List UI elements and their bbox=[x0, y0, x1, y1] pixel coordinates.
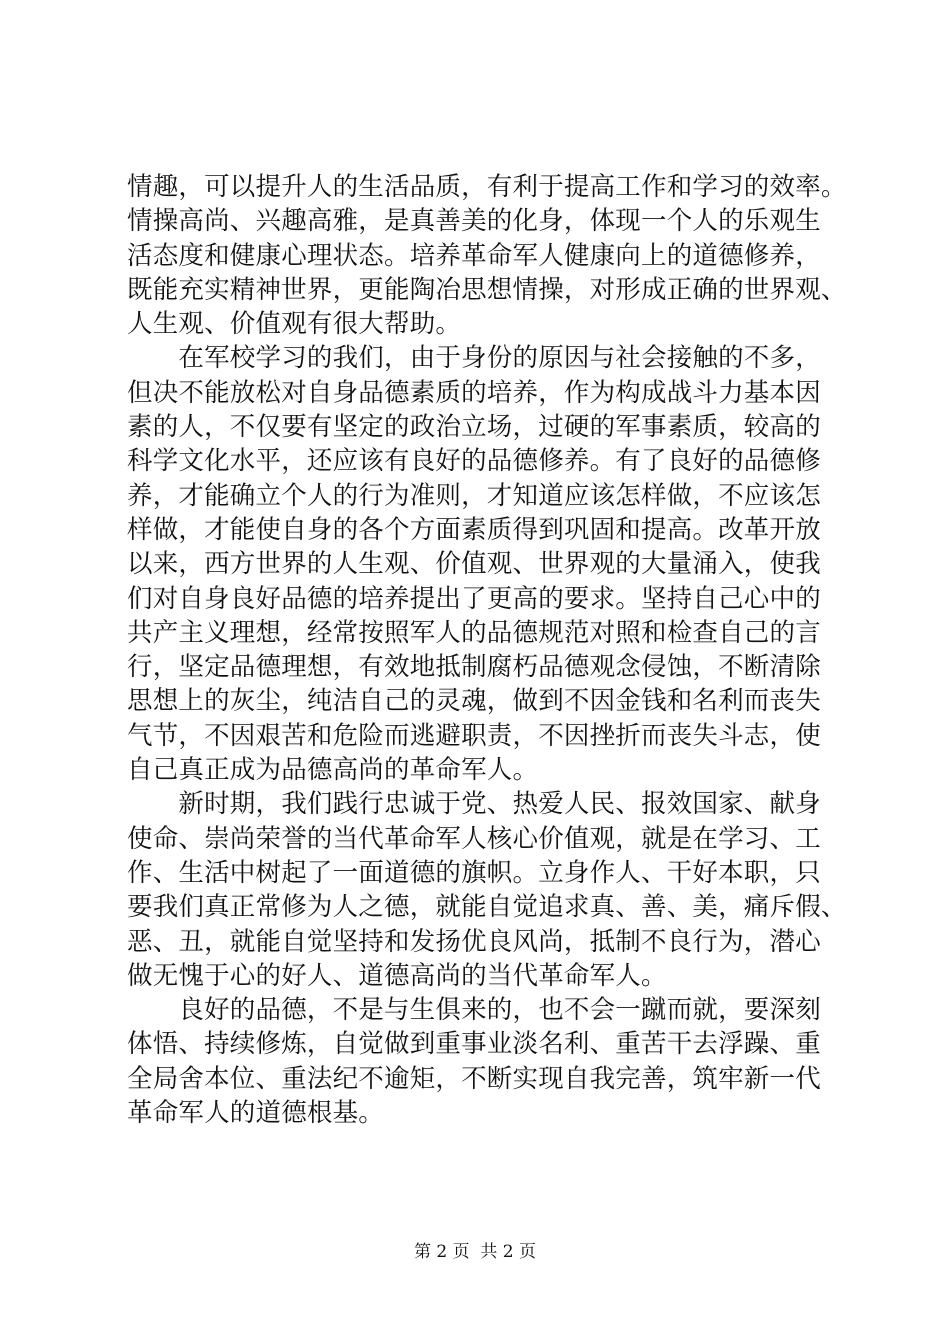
text-line: 样做，才能使自身的各个方面素质得到巩固和提高。改革开放 bbox=[127, 514, 821, 545]
text-line: 作、生活中树起了一面道德的旗帜。立身作人、干好本职，只 bbox=[127, 857, 821, 888]
page-number: 第 2 页 共 2 页 bbox=[413, 1242, 537, 1262]
text-line: 活态度和健康心理状态。培养革命军人健康向上的道德修养， bbox=[127, 240, 821, 271]
page-footer bbox=[0, 1241, 950, 1263]
text-line: 气节，不因艰苦和危险而逃避职责，不因挫折而丧失斗志，使 bbox=[127, 720, 821, 751]
text-line: 情操高尚、兴趣高雅，是真善美的化身，体现一个人的乐观生 bbox=[127, 206, 821, 237]
text-line: 但决不能放松对自身品德素质的培养，作为构成战斗力基本因 bbox=[127, 377, 821, 408]
text-line: 在军校学习的我们，由于身份的原因与社会接触的不多， bbox=[127, 343, 821, 374]
text-line: 体悟、持续修炼，自觉做到重事业淡名利、重苦干去浮躁、重 bbox=[127, 1029, 821, 1060]
text-line: 素的人，不仅要有坚定的政治立场，过硬的军事素质，较高的 bbox=[127, 412, 821, 443]
text-line: 养，才能确立个人的行为准则，才知道应该怎样做，不应该怎 bbox=[127, 480, 821, 511]
text-line: 情趣，可以提升人的生活品质，有利于提高工作和学习的效率。 bbox=[127, 172, 847, 202]
text-line: 使命、崇尚荣誉的当代革命军人核心价值观，就是在学习、工 bbox=[127, 823, 821, 854]
text-line: 思想上的灰尘，纯洁自己的灵魂，做到不因金钱和名利而丧失 bbox=[127, 686, 821, 717]
text-line: 共产主义理想，经常按照军人的品德规范对照和检查自己的言 bbox=[127, 617, 821, 648]
text-line: 全局舍本位、重法纪不逾矩，不断实现自我完善，筑牢新一代 bbox=[127, 1063, 821, 1094]
text-line: 革命军人的道德根基。 bbox=[127, 1098, 385, 1129]
text-line: 自己真正成为品德高尚的革命军人。 bbox=[127, 755, 539, 786]
text-line: 要我们真正常修为人之德，就能自觉追求真、善、美，痛斥假、 bbox=[127, 892, 847, 923]
body-text bbox=[127, 170, 847, 1130]
text-line: 恶、丑，就能自觉坚持和发扬优良风尚，抵制不良行为，潜心 bbox=[127, 926, 821, 957]
text-line: 们对自身良好品德的培养提出了更高的要求。坚持自己心中的 bbox=[127, 583, 821, 614]
text-line: 行，坚定品德理想，有效地抵制腐朽品德观念侵蚀，不断清除 bbox=[127, 652, 821, 683]
text-line: 人生观、价值观有很大帮助。 bbox=[127, 309, 462, 340]
text-line: 既能充实精神世界，更能陶冶思想情操，对形成正确的世界观、 bbox=[127, 274, 847, 305]
text-line: 新时期，我们践行忠诚于党、热爱人民、报效国家、献身 bbox=[127, 789, 821, 820]
text-line: 良好的品德，不是与生俱来的，也不会一蹴而就，要深刻 bbox=[127, 995, 821, 1026]
text-line: 做无愧于心的好人、道德高尚的当代革命军人。 bbox=[127, 960, 667, 991]
text-line: 科学文化水平，还应该有良好的品德修养。有了良好的品德修 bbox=[127, 446, 821, 477]
text-line: 以来，西方世界的人生观、价值观、世界观的大量涌入，使我 bbox=[127, 549, 821, 580]
